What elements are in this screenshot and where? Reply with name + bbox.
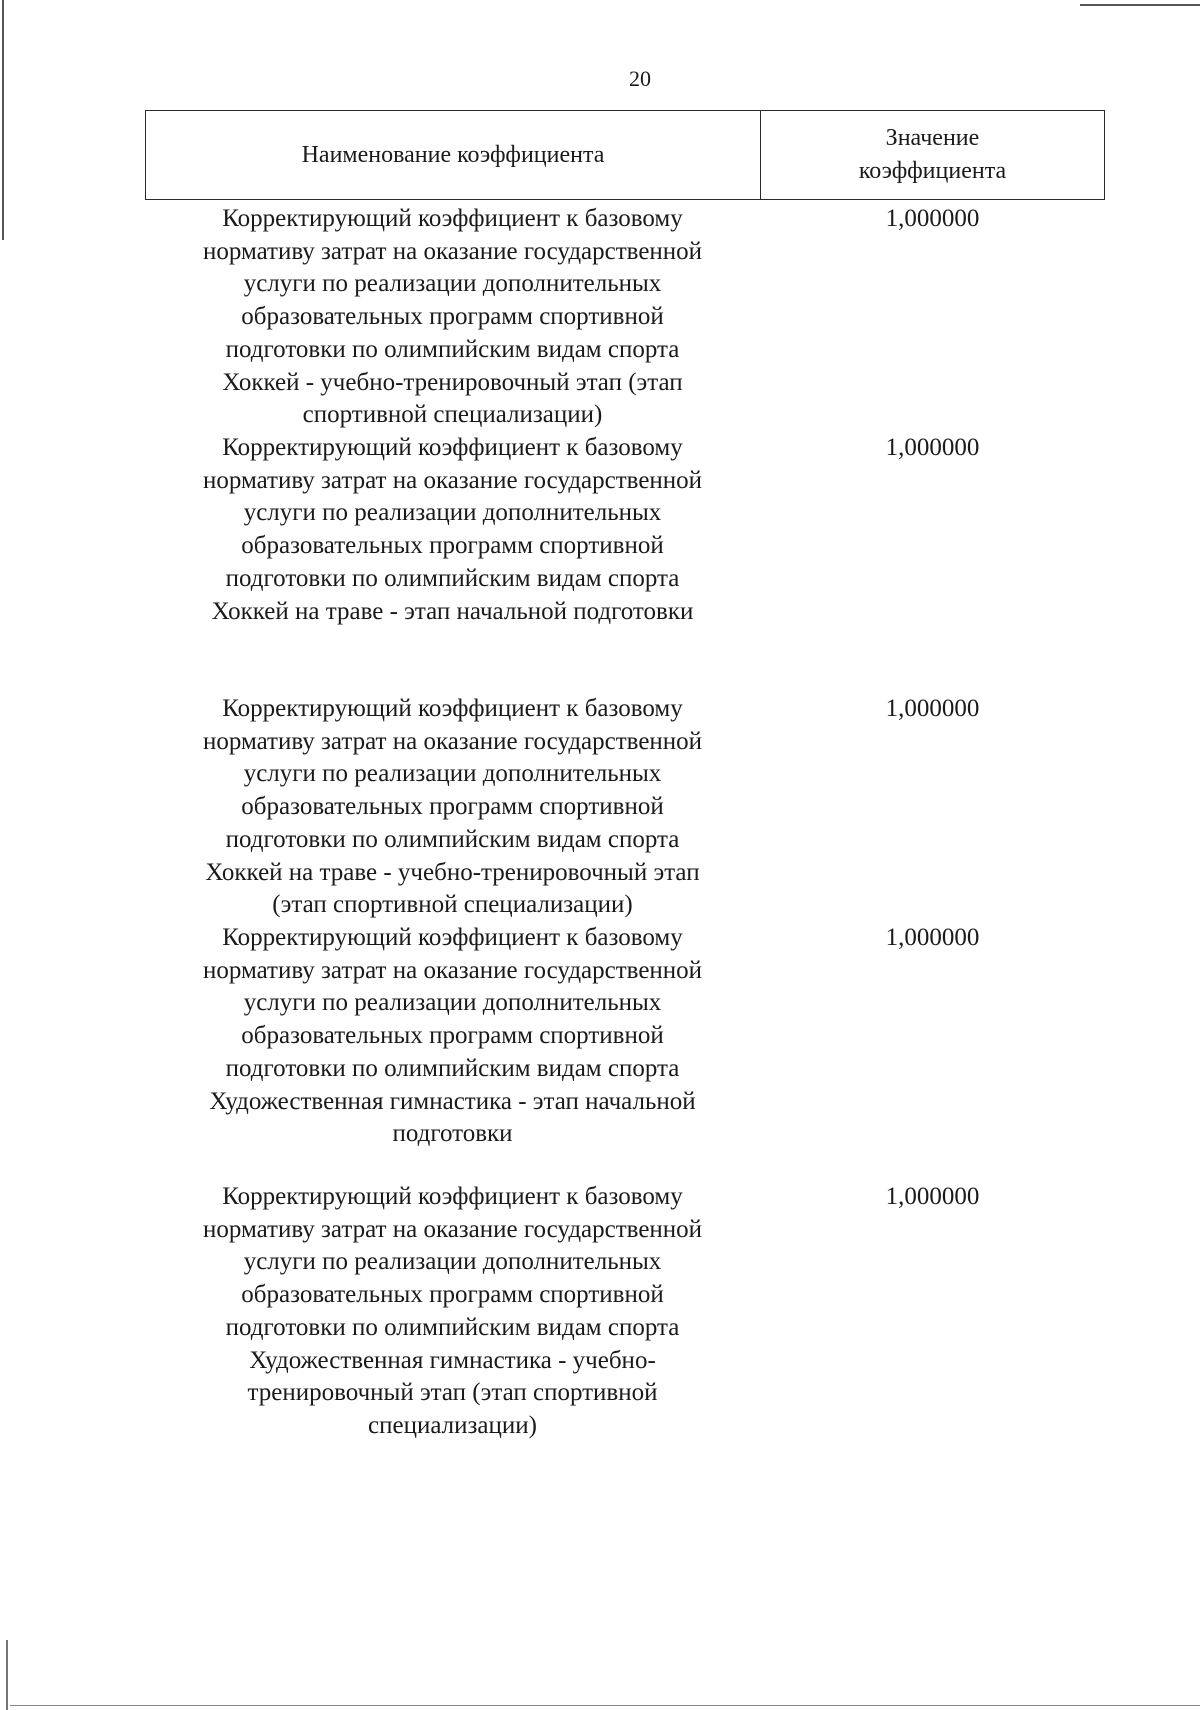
column-header-value-label: Значение коэффициента [858, 125, 1007, 184]
coefficient-value: 1,000000 [885, 695, 980, 722]
coefficient-name: Корректирующий коэффициент к базовому нормативу затрат на оказание государственной услуги по реализации дополнительных образовательных программ спортивной подготовки по олимпийским видам спорта Хоккей - учебно-тренировочный этап (этап спортивной специализации) [202, 205, 703, 429]
coefficient-name: Корректирующий коэффициент к базовому нормативу затрат на оказание государственной услуги по реализации дополнительных образовательных программ спортивной подготовки по олимпийским видам спорта Хоккей на траве - учебно-тренировочный этап (этап спортивной специализации) [202, 695, 703, 919]
scan-margin-line [2, 0, 4, 240]
coefficient-value: 1,000000 [885, 924, 980, 951]
table-header [145, 110, 1105, 200]
scan-edge-line [10, 1705, 1200, 1706]
coefficient-name: Корректирующий коэффициент к базовому нормативу затрат на оказание государственной услуги по реализации дополнительных образовательных программ спортивной подготовки по олимпийским видам спорта Хоккей на траве - этап начальной подготовки [202, 434, 703, 625]
column-header-name-label: Наименование коэффициента [301, 141, 605, 168]
column-header-value [761, 111, 1104, 199]
column-header-name [146, 111, 761, 199]
coefficient-name: Корректирующий коэффициент к базовому нормативу затрат на оказание государственной услуги по реализации дополнительных образовательных программ спортивной подготовки по олимпийским видам спорта Художественная гимнастика - учебно- тренировочный этап (этап спортивной специализации) [202, 1183, 703, 1439]
coefficient-value: 1,000000 [885, 1183, 980, 1210]
coefficient-name: Корректирующий коэффициент к базовому нормативу затрат на оказание государственной услуги по реализации дополнительных образовательных программ спортивной подготовки по олимпийским видам спорта Художественная гимнастика - этап начальной подготовки [202, 924, 703, 1148]
coefficient-value: 1,000000 [885, 205, 980, 232]
scan-margin-line [6, 1640, 8, 1710]
coefficient-value: 1,000000 [885, 434, 980, 461]
page-number: 20 [629, 66, 651, 91]
scan-edge-line [1080, 4, 1200, 6]
